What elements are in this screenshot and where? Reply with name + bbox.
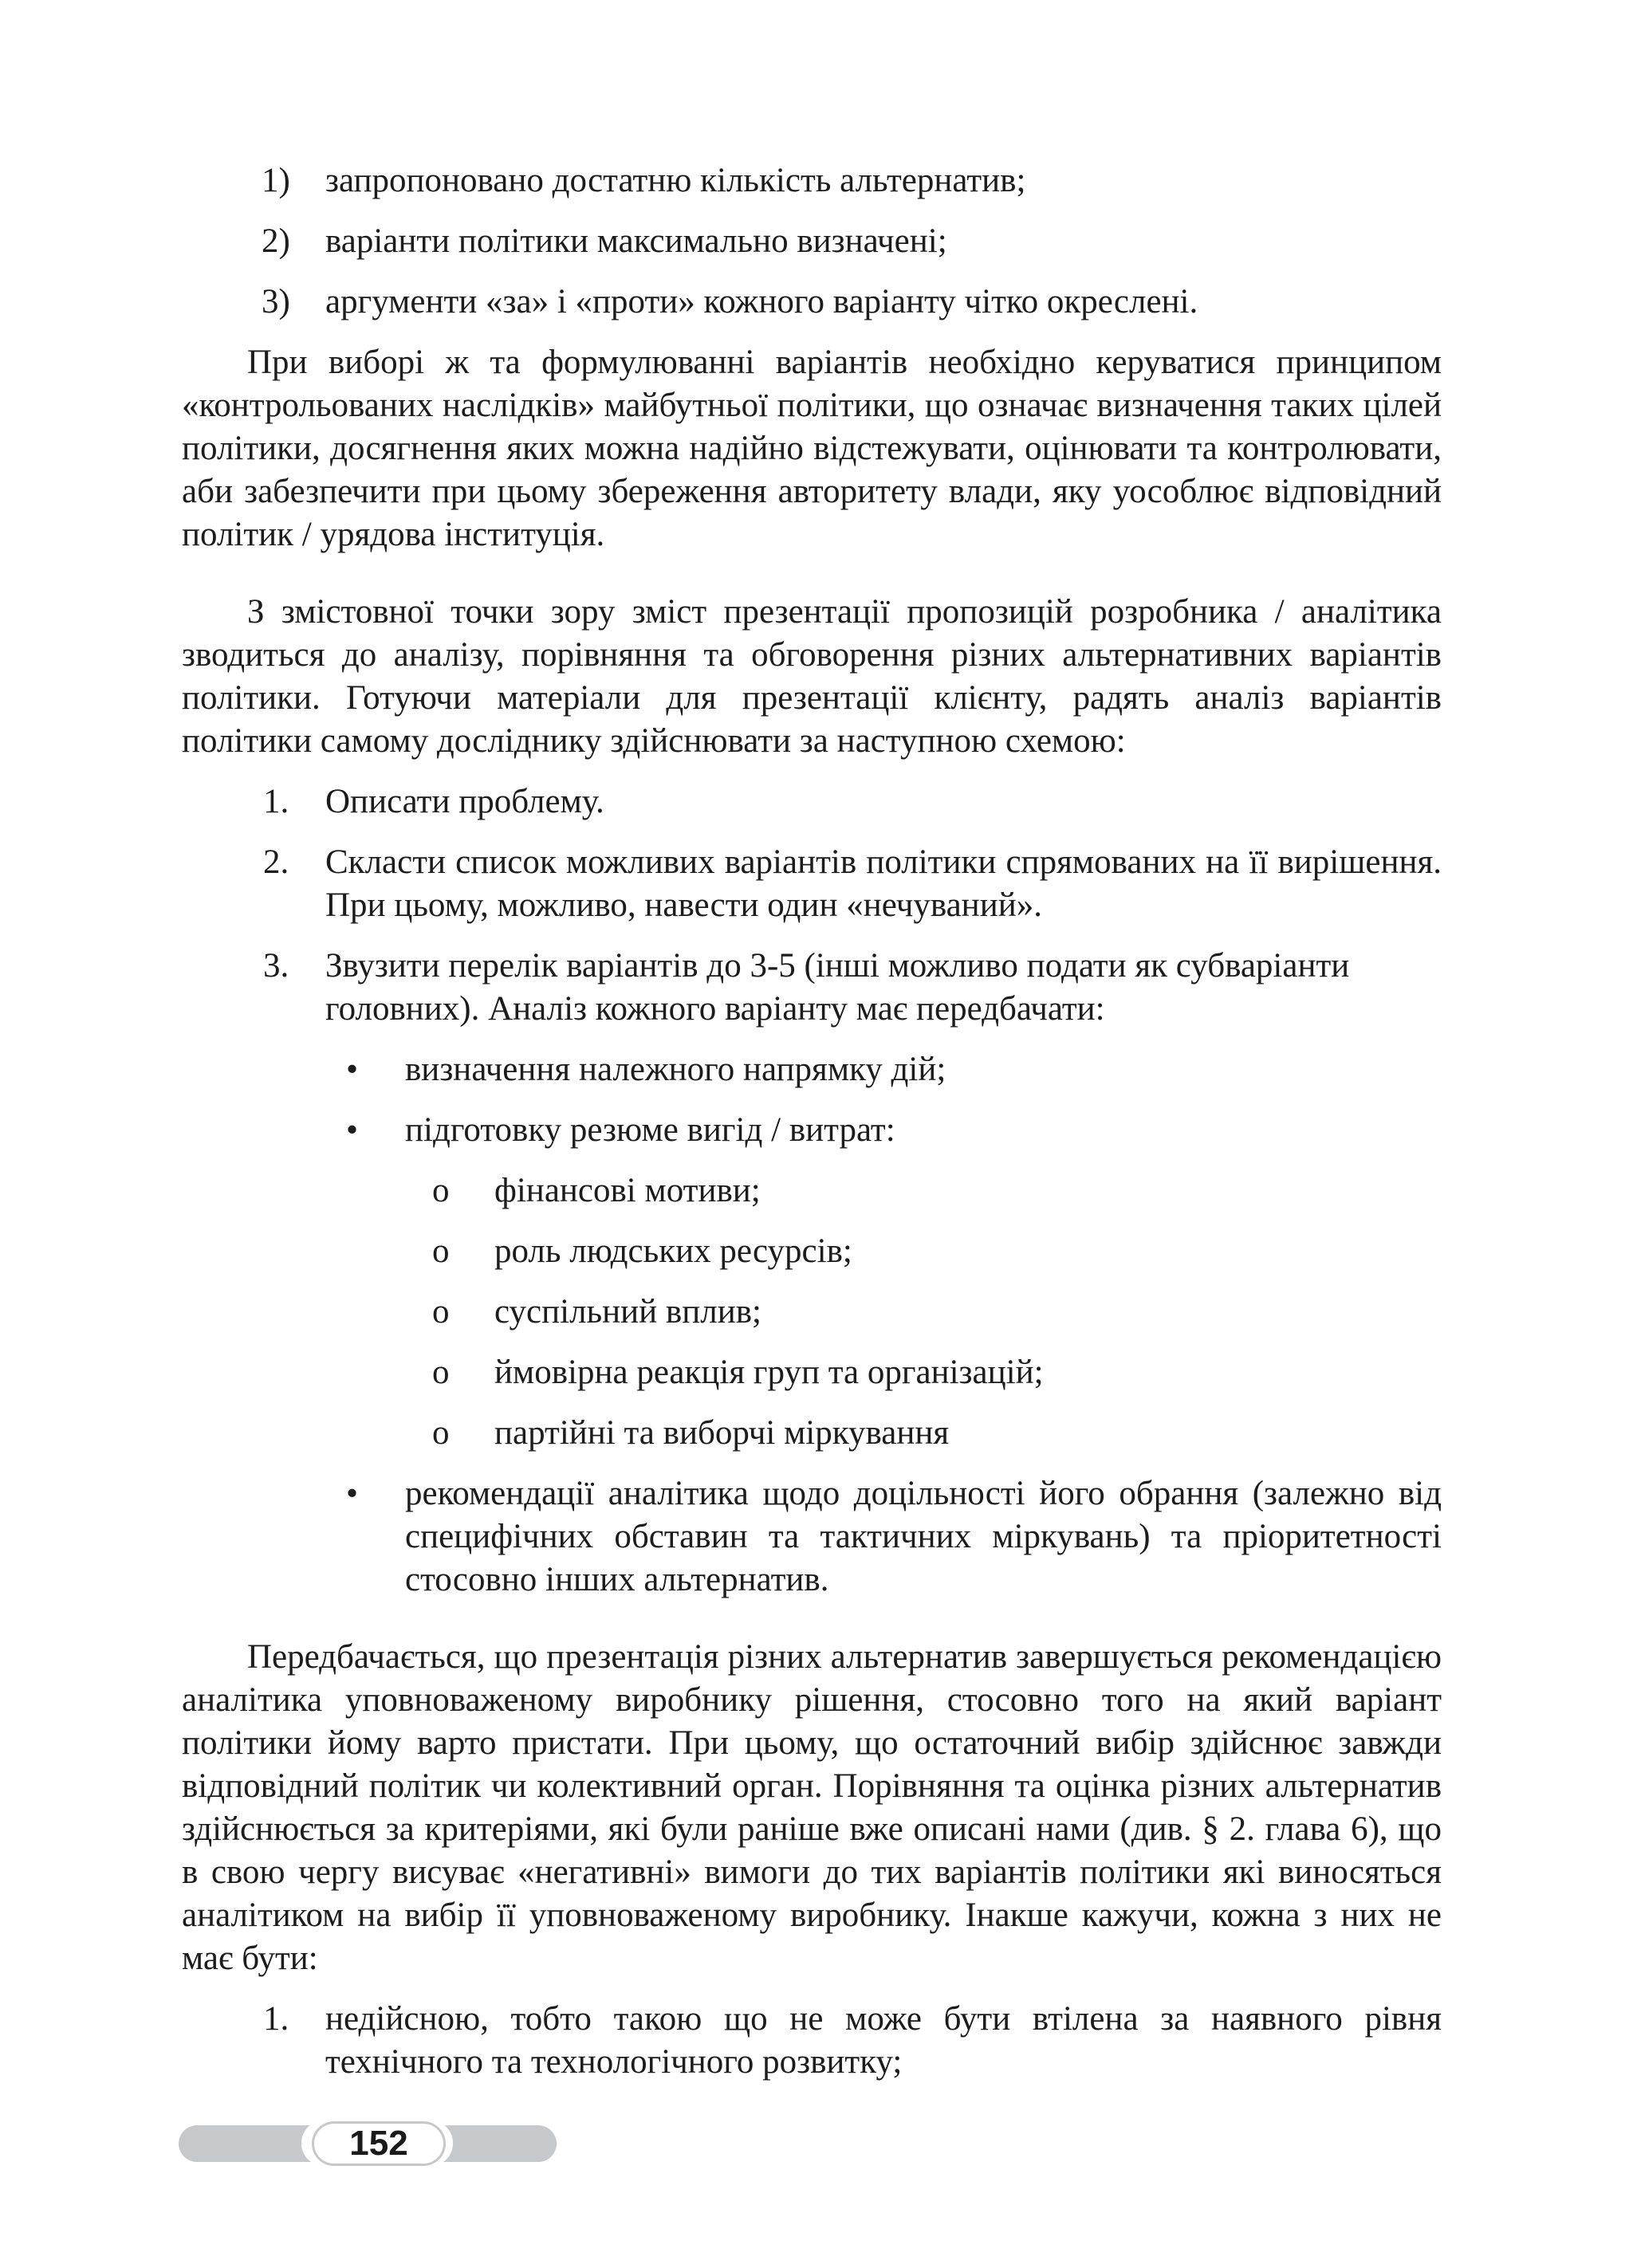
- list-item-text: варіанти політики максимально визначені;: [325, 222, 947, 260]
- bullet-text: підготовку резюме вигід / витрат:: [405, 1111, 895, 1149]
- sub-marker: o: [432, 1414, 450, 1452]
- scheme-item: [182, 945, 1442, 1031]
- list-item-text: запропоновано достатню кількість альтернатив;: [325, 162, 1026, 199]
- list-marker: 3.: [263, 947, 289, 985]
- sub-item: [182, 1412, 1442, 1455]
- criteria-item: [182, 1998, 1442, 2084]
- sub-item-text: суспільний вплив;: [494, 1293, 761, 1331]
- list-item: [182, 159, 1442, 202]
- scheme-item: [182, 780, 1442, 823]
- list-marker: 2.: [263, 843, 289, 881]
- page-number: 152: [314, 2124, 443, 2164]
- sub-marker: o: [432, 1293, 450, 1331]
- sub-item-text: роль людських ресурсів;: [494, 1232, 852, 1270]
- list-item-text: аргументи «за» і «проти» кожного варіанту чітко окреслені.: [325, 283, 1198, 320]
- list-item-text: Скласти список можливих варіантів політики спрямованих на її вирішення. При цьому, можливо, навести один «нечуваний».: [325, 843, 1442, 924]
- paragraph-scheme-intro: З змістовної точки зору зміст презентації пропозицій розробника / аналітика зводиться до аналізу, порівняння та обговорення різних альтернативних варіантів політики. Готуючи матеріали для презентації клієнту, радять аналіз варіантів політики самому досліднику здійснювати за наступною схемою:: [182, 593, 1442, 760]
- list-item: [182, 220, 1442, 263]
- list-item-text: недійсною, тобто такою що не може бути втілена за наявного рівня технічного та технологічного розвитку;: [325, 2000, 1442, 2081]
- page-number-badge: [179, 2121, 557, 2166]
- list-marker: 1): [262, 162, 290, 199]
- bullet-marker: •: [346, 1051, 359, 1088]
- sub-marker: o: [432, 1232, 450, 1270]
- sub-item-text: ймовірна реакція груп та організацій;: [494, 1354, 1044, 1391]
- bullet-text: визначення належного напрямку дій;: [405, 1051, 946, 1088]
- list-marker: 3): [262, 283, 290, 320]
- sub-item: [182, 1230, 1442, 1273]
- list-marker: 1.: [263, 783, 289, 820]
- list-item-text: Звузити перелік варіантів до 3-5 (інші можливо подати як субваріанти головних). Аналіз кожного варіанту має передбачати:: [325, 947, 1350, 1028]
- list-item-text: Описати проблему.: [325, 783, 604, 820]
- list-item: [182, 281, 1442, 324]
- sub-marker: o: [432, 1172, 450, 1209]
- sub-item: [182, 1169, 1442, 1213]
- bullet-item: [182, 1048, 1442, 1091]
- sub-item-text: фінансові мотиви;: [494, 1172, 761, 1209]
- bullet-item: [182, 1109, 1442, 1152]
- paragraph-principle: При виборі ж та формулюванні варіантів необхідно керуватися принципом «контрольованих наслідків» майбутньої політики, що означає визначення таких цілей політики, досягнення яких можна надійно відстежувати, оцінювати та контролювати, аби забезпечити при цьому збереження авторитету влади, яку уособлює відповідний політик / урядова інституція.: [182, 344, 1442, 553]
- list-marker: 2): [262, 222, 290, 260]
- sub-marker: o: [432, 1354, 450, 1391]
- scheme-item: [182, 841, 1442, 927]
- page-body: [182, 159, 1442, 2101]
- sub-item: [182, 1291, 1442, 1334]
- bullet-marker: •: [346, 1111, 359, 1149]
- bullet-item: [182, 1472, 1442, 1602]
- bullet-marker: •: [346, 1475, 359, 1512]
- sub-item-text: партійні та виборчі міркування: [494, 1414, 950, 1452]
- bullet-text: рекомендації аналітика щодо доцільності його обрання (залежно від специфічних обставин та тактичних міркувань) та пріоритетності стосовно інших альтернатив.: [405, 1475, 1442, 1598]
- sub-item: [182, 1351, 1442, 1394]
- paragraph-recommendation: Передбачається, що презентація різних альтернатив завершується рекомендацією аналітика уповноваженому виробнику рішення, стосовно того на який варіант політики йому варто пристати. При цьому, що остаточний вибір здійснює завжди відповідний політик чи колективний орган. Порівняння та оцінка різних альтернатив здійснюється за критеріями, які були раніше вже описані нами (див. § 2. глава 6), що в свою чергу висуває «негативні» вимоги до тих варіантів політики які виносяться аналітиком на вибір її уповноваженому виробнику. Інакше кажучи, кожна з них не має бути:: [182, 1638, 1442, 1977]
- list-marker: 1.: [263, 2000, 289, 2038]
